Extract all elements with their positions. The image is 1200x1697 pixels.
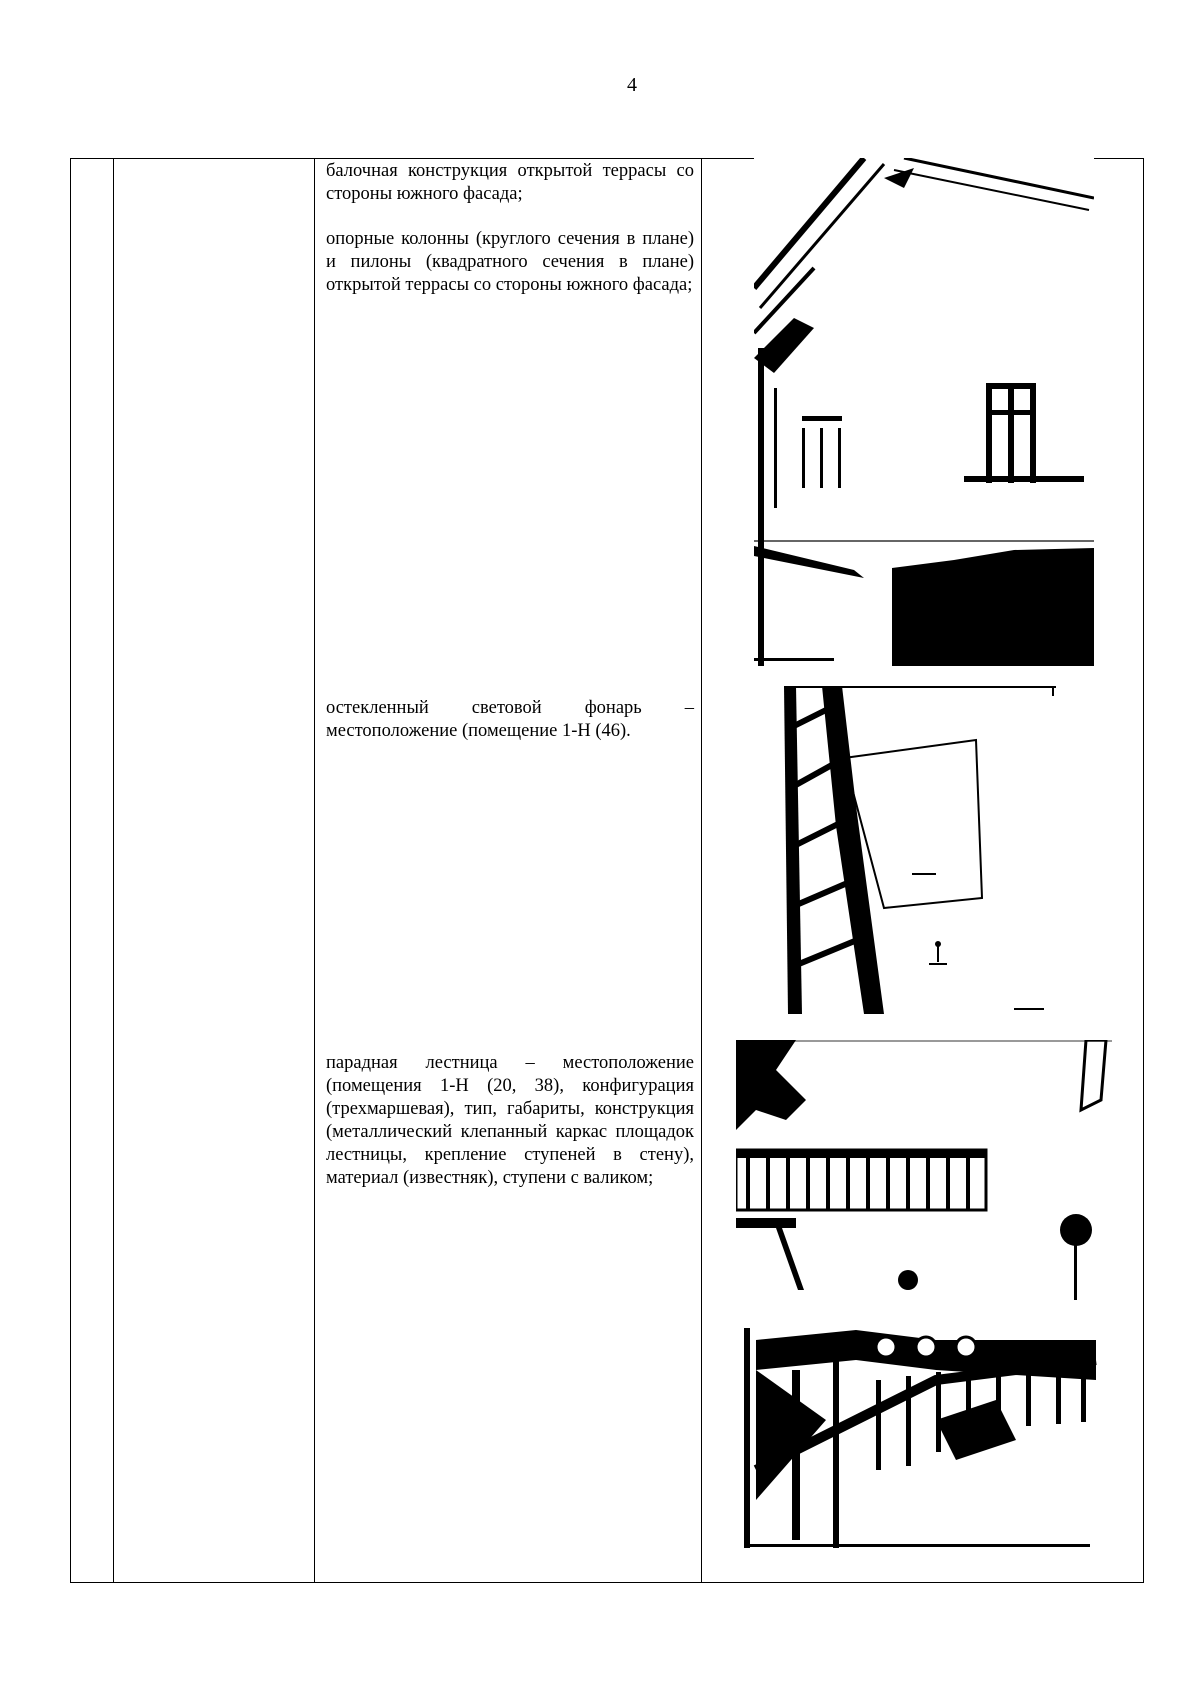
- row-description: [326, 160, 694, 319]
- column-divider: [701, 159, 702, 1582]
- facade-terrace-photo: [754, 158, 1094, 666]
- description-paragraph: остекленный световой фонарь – местоположение (помещение 1-Н (46).: [326, 698, 694, 741]
- staircase-photo: [736, 1040, 1112, 1548]
- skylight-photo: [784, 686, 1056, 1014]
- column-divider: [113, 159, 114, 1582]
- page-number: 4: [627, 74, 637, 96]
- column-divider: [314, 159, 315, 1582]
- description-paragraph: опорные колонны (круглого сечения в плане) и пилоны (квадратного сечения в плане) открытой террасы со стороны южного фасада;: [326, 229, 694, 295]
- description-paragraph: парадная лестница – местоположение (помещения 1-Н (20, 38), конфигурация (трехмаршевая), тип, габариты, конструкция (металлический клепанный каркас площадок лестницы, крепление ступеней в стену), материал (известняк), ступени с валиком;: [326, 1053, 694, 1188]
- description-paragraph: балочная конструкция открытой террасы со стороны южного фасада;: [326, 161, 694, 204]
- row-description: [326, 697, 694, 765]
- row-description: [326, 1052, 694, 1212]
